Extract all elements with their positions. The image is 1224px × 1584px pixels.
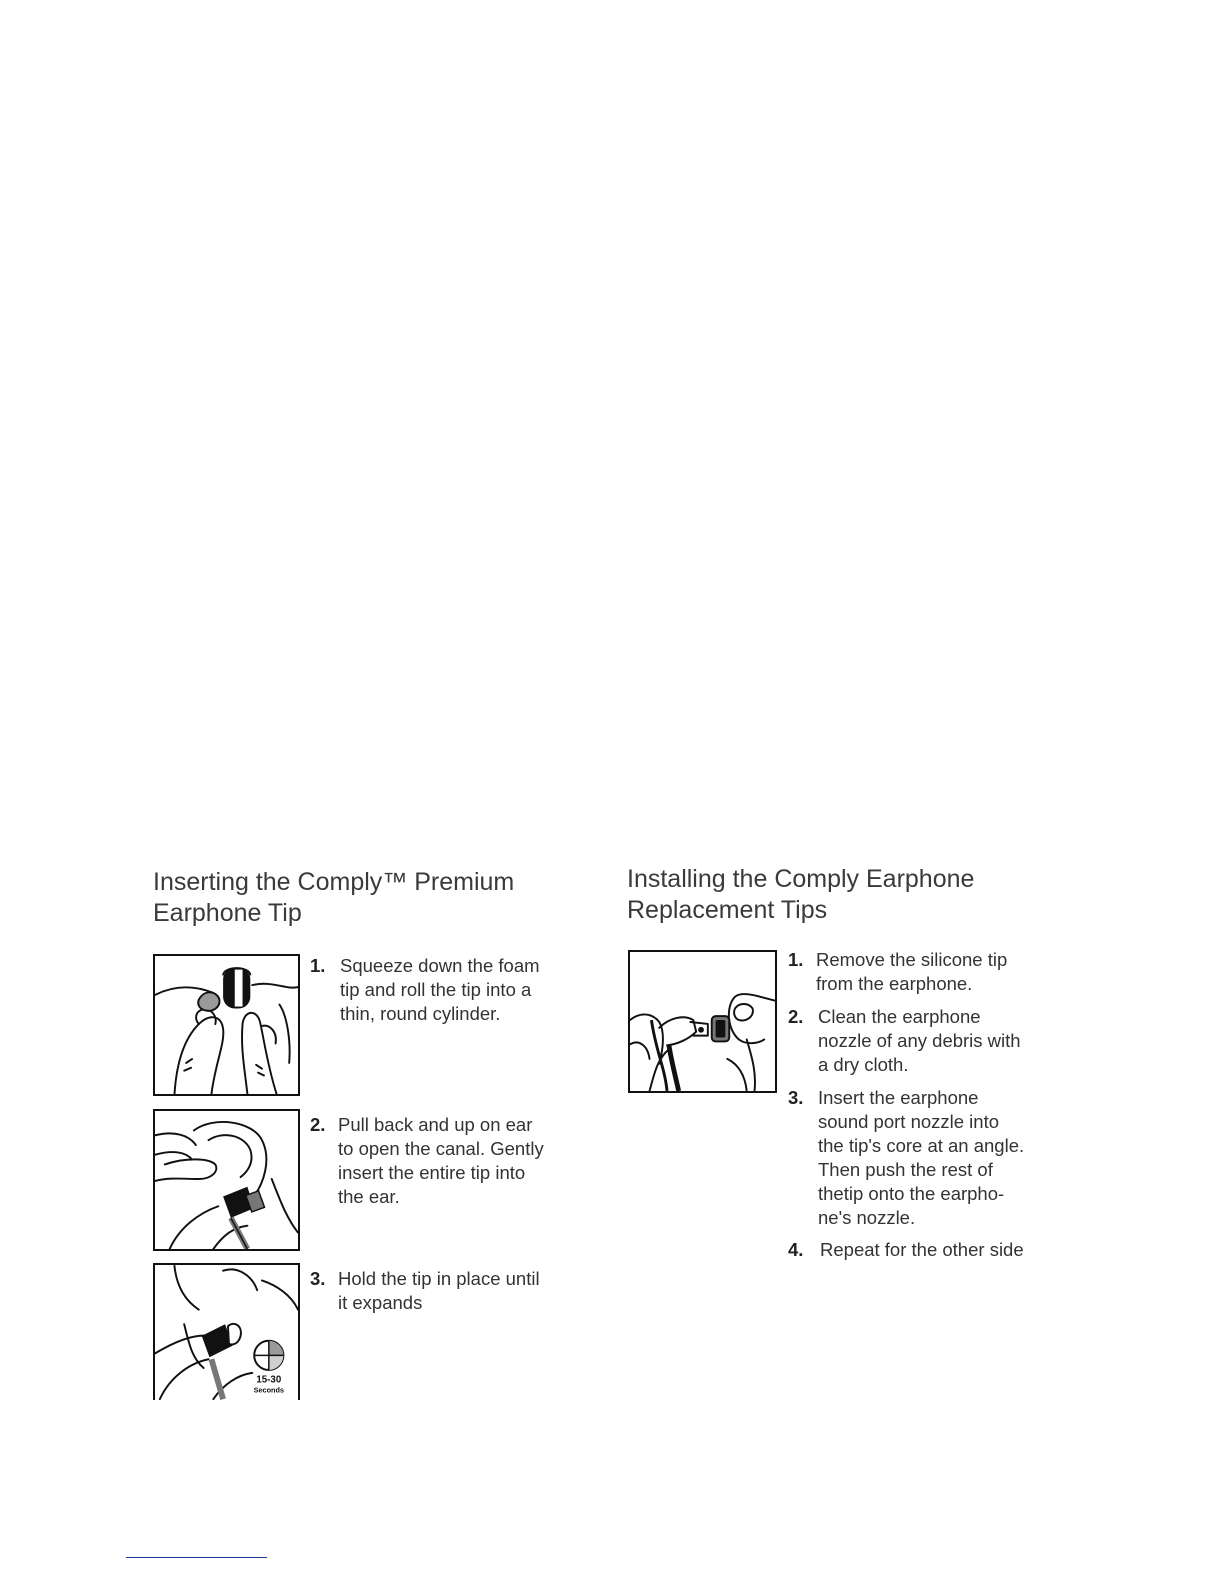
- heading-line: Replacement Tips: [627, 896, 828, 924]
- step-text-line: Squeeze down the foam: [340, 955, 540, 976]
- illustration-hold-tip: [153, 1263, 300, 1400]
- heading-line: Installing the Comply Earphone: [627, 865, 975, 893]
- step-number: 1.: [310, 955, 326, 976]
- step-text-line: thetip onto the earpho-: [818, 1183, 1005, 1204]
- step-text-line: sound port nozzle into: [818, 1111, 1000, 1132]
- left-step-3: [310, 1267, 600, 1317]
- left-section-heading: [153, 867, 514, 929]
- step-text-line: Repeat for the other side: [820, 1239, 1024, 1260]
- step-number: 4.: [788, 1239, 804, 1260]
- step-number: 3.: [310, 1268, 326, 1289]
- step-text-line: the tip's core at an angle.: [818, 1135, 1025, 1156]
- step-text-line: the ear.: [338, 1186, 400, 1207]
- step-number: 3.: [788, 1087, 804, 1108]
- step-number: 2.: [788, 1006, 804, 1027]
- step-number: 1.: [788, 949, 804, 970]
- earphone-and-tip-icon: [630, 952, 775, 1091]
- step-text-line: tip and roll the tip into a: [340, 979, 532, 1000]
- illustration-squeeze-tip: [153, 954, 300, 1096]
- footnote-separator: [126, 1557, 267, 1558]
- step-text-line: Then push the rest of: [818, 1159, 993, 1180]
- step-text-line: from the earphone.: [816, 973, 973, 994]
- step-text-line: it expands: [338, 1292, 423, 1313]
- right-step-2: [788, 1005, 1088, 1079]
- step-text-line: nozzle of any debris with: [818, 1030, 1021, 1051]
- right-section-heading: [627, 864, 974, 926]
- timer-icon: [254, 1341, 283, 1370]
- step-text-line: Hold the tip in place until: [338, 1268, 540, 1289]
- timer-range: 15-30: [256, 1374, 282, 1386]
- step-text-line: thin, round cylinder.: [340, 1003, 501, 1024]
- step-text-line: ne's nozzle.: [818, 1207, 916, 1228]
- right-step-1: [788, 948, 1088, 998]
- step-text-line: insert the entire tip into: [338, 1162, 526, 1183]
- step-text-line: a dry cloth.: [818, 1054, 909, 1075]
- timer-unit: Seconds: [253, 1385, 284, 1395]
- left-step-2: [310, 1113, 600, 1213]
- left-step-1: [310, 954, 600, 1034]
- hands-squeezing-tip-icon: [155, 956, 298, 1094]
- heading-line: Inserting the Comply™ Premium: [153, 868, 515, 896]
- right-step-4: [788, 1238, 1088, 1264]
- ear-insertion-icon: [155, 1111, 298, 1249]
- hold-tip-icon: [155, 1265, 298, 1400]
- step-number: 2.: [310, 1114, 326, 1135]
- step-text-line: Pull back and up on ear: [338, 1114, 533, 1135]
- illustration-pull-ear: [153, 1109, 300, 1251]
- heading-line: Earphone Tip: [153, 899, 302, 927]
- step-text-line: Clean the earphone: [818, 1006, 981, 1027]
- illustration-replace-tip: [628, 950, 777, 1093]
- step-text-line: to open the canal. Gently: [338, 1138, 544, 1159]
- right-step-3: [788, 1086, 1088, 1232]
- step-text-line: Insert the earphone: [818, 1087, 979, 1108]
- step-text-line: Remove the silicone tip: [816, 949, 1008, 970]
